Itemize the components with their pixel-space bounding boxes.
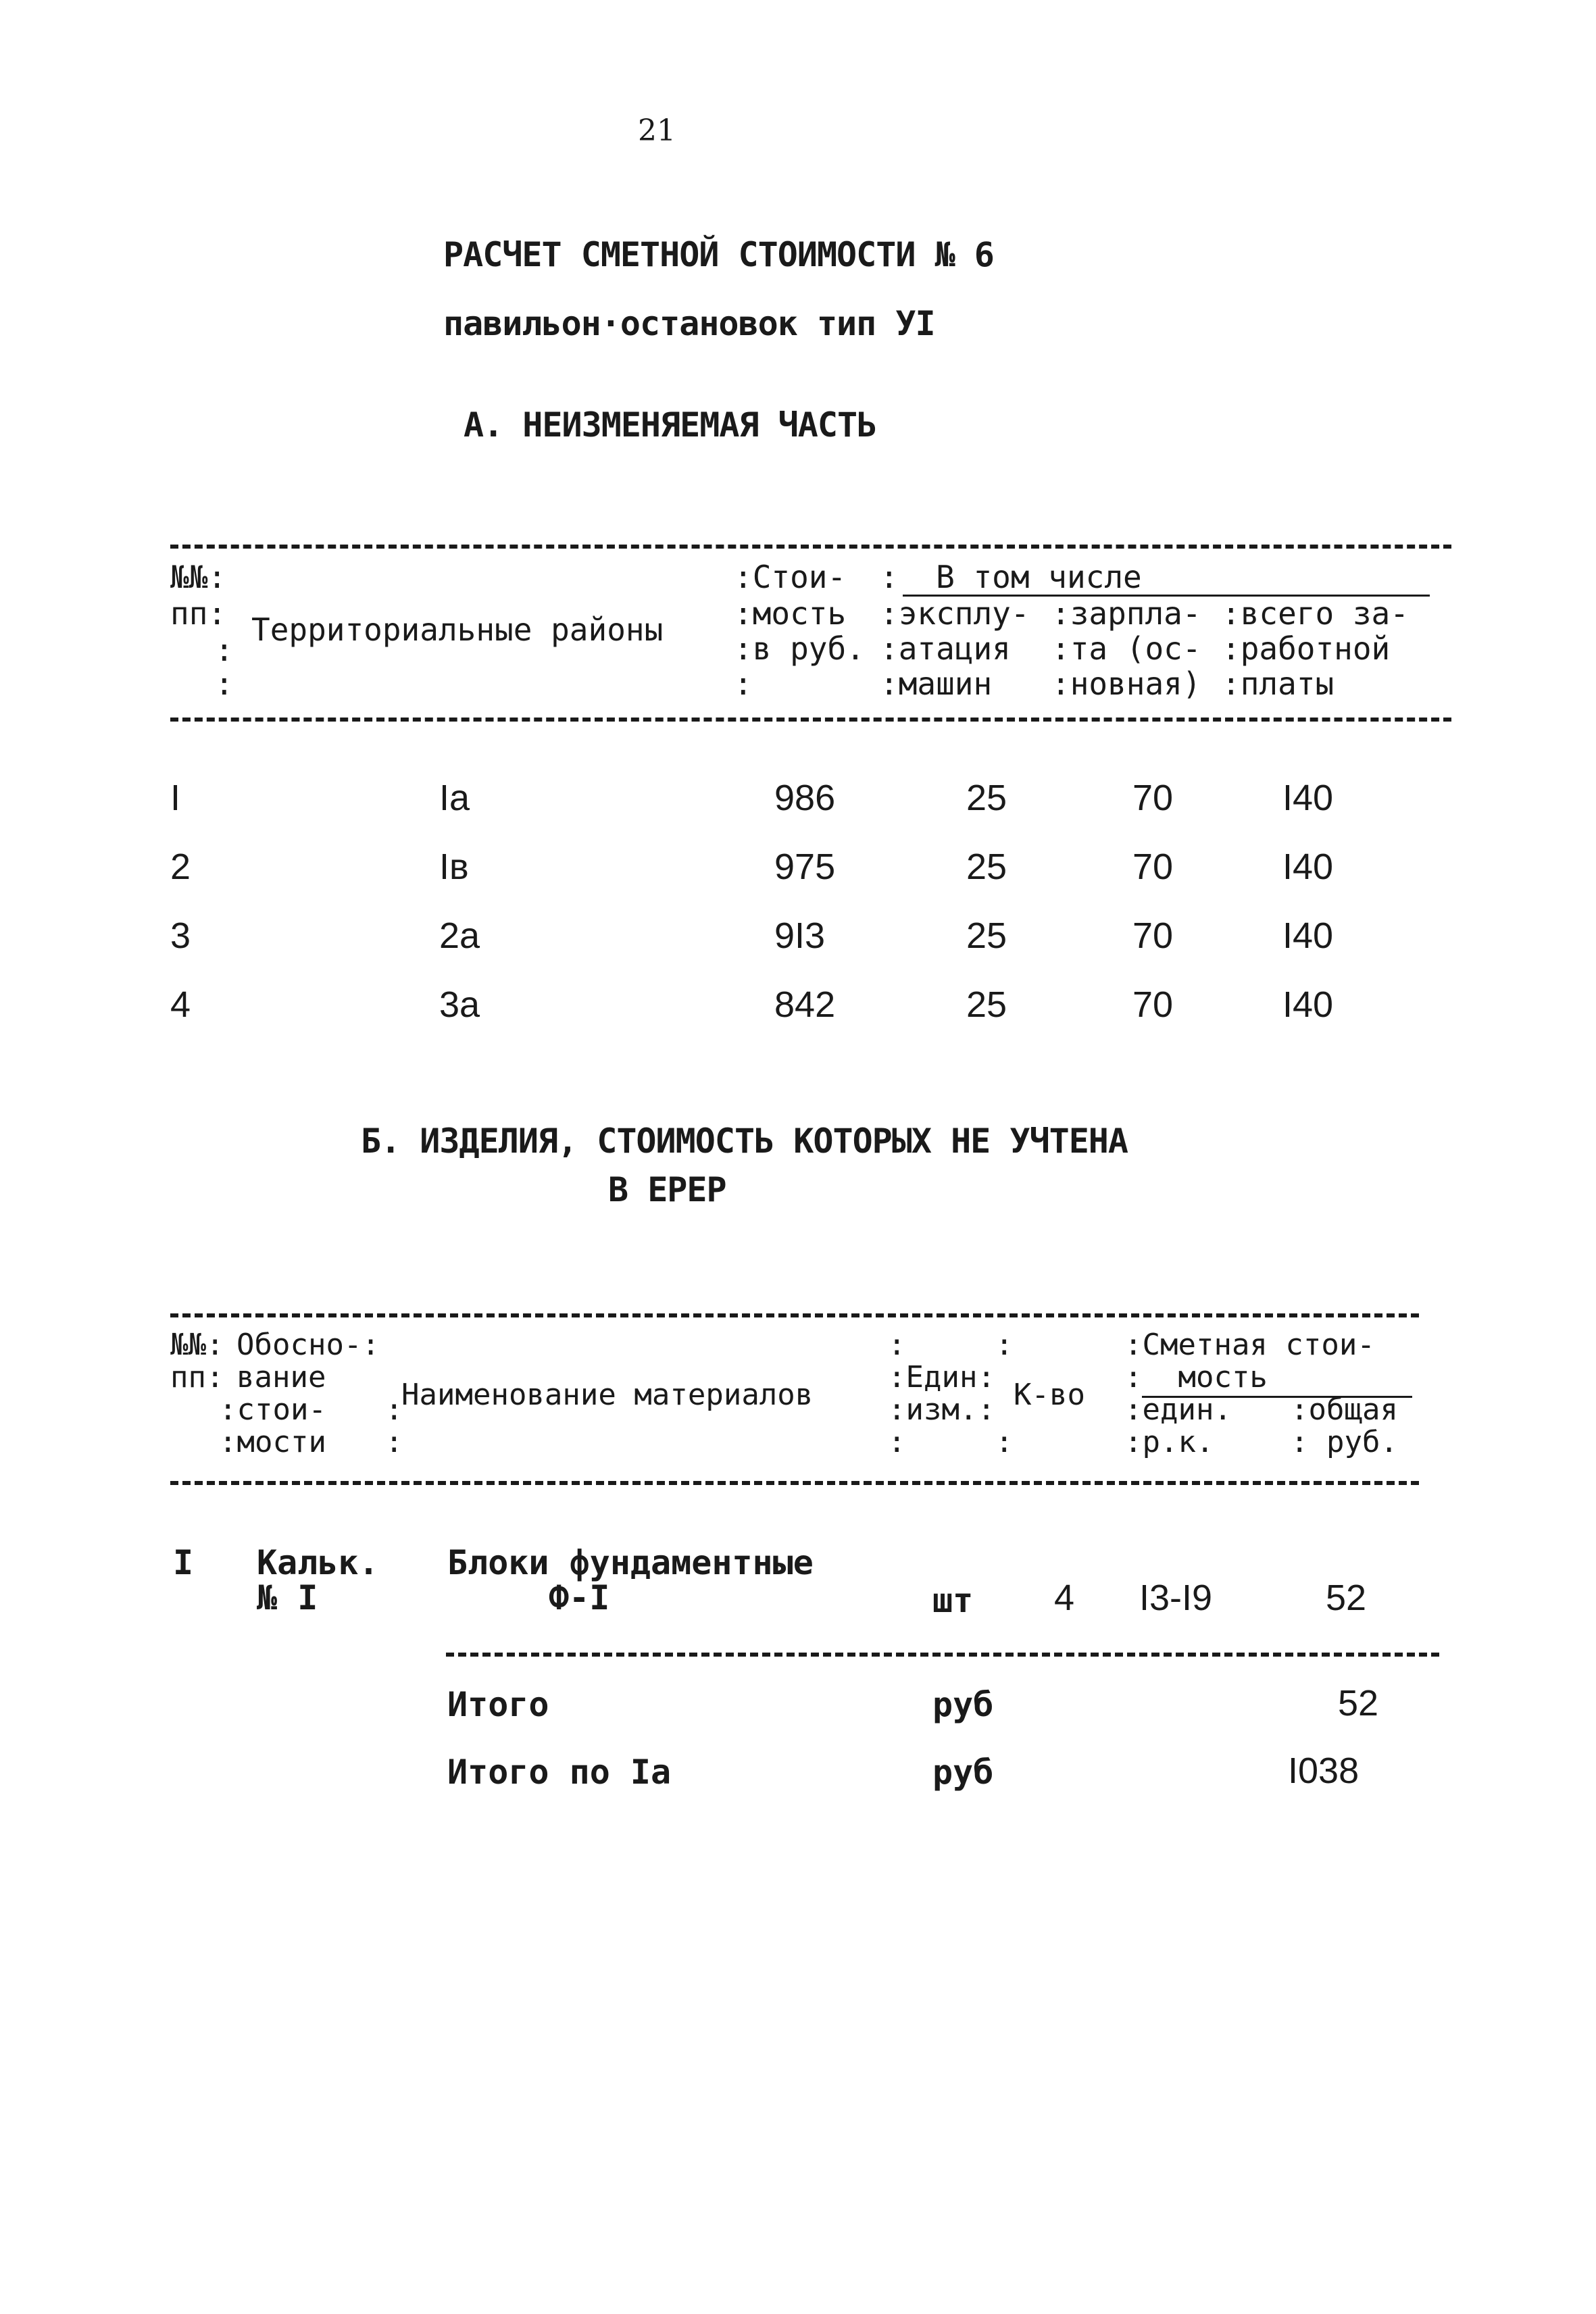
row-total: I40 — [1282, 984, 1334, 1025]
row-wage: 70 — [1132, 847, 1174, 887]
row-b-price: I3-I9 — [1139, 1578, 1213, 1618]
section-b-heading-2: В ЕРЕР — [608, 1170, 726, 1209]
row-total: I40 — [1282, 778, 1334, 818]
hdr-expl-3: :машин — [880, 665, 993, 702]
total-value: 52 — [1338, 1683, 1379, 1724]
row-district: 3а — [439, 984, 480, 1025]
hdr-b-num-2: пп: — [170, 1360, 224, 1394]
row-total: I40 — [1282, 915, 1334, 956]
hdr-b-basis-4: :мости — [219, 1425, 326, 1459]
row-cost: 975 — [774, 847, 836, 887]
hdr-b-colon-a: : — [385, 1392, 403, 1427]
table-b-top-rule — [170, 1313, 1419, 1317]
row-wage: 70 — [1132, 984, 1174, 1025]
row-expl: 25 — [966, 847, 1007, 887]
total-unit: руб — [932, 1685, 994, 1724]
table-a-header-rule — [170, 718, 1451, 722]
hdr-wage-2: :та (ос- — [1051, 630, 1201, 667]
row-num: 4 — [170, 984, 191, 1025]
hdr-num-2: пп: — [170, 595, 227, 632]
row-num: 3 — [170, 915, 191, 956]
table-b-row-rule — [446, 1653, 1439, 1657]
hdr-b-basis-3: :стои- — [219, 1392, 326, 1427]
table-a-top-rule — [170, 545, 1451, 549]
row-num: 2 — [170, 847, 191, 887]
document-title: РАСЧЕТ СМЕТНОЙ СТОИМОСТИ № 6 — [443, 235, 994, 274]
page-number: 21 — [638, 114, 676, 148]
row-cost: 842 — [774, 984, 836, 1025]
hdr-b-cost-title-2: : мость — [1124, 1360, 1268, 1394]
section-a-heading: А. НЕИЗМЕНЯЕМАЯ ЧАСТЬ — [464, 405, 877, 445]
hdr-b-name: Наименование материалов — [401, 1378, 814, 1412]
row-b-basis-1: Кальк. — [257, 1543, 379, 1582]
row-district: 2а — [439, 915, 480, 956]
hdr-total-3: :платы — [1222, 665, 1335, 702]
row-expl: 25 — [966, 915, 1007, 956]
row-wage: 70 — [1132, 778, 1174, 818]
row-expl: 25 — [966, 778, 1007, 818]
row-b-name-1: Блоки фундаментные — [447, 1543, 814, 1582]
row-b-name-2: Ф-I — [549, 1578, 610, 1617]
hdr-incl-title: : В том числе — [880, 559, 1142, 595]
hdr-b-unit-2: :изм.: — [888, 1392, 995, 1427]
hdr-b-colon-b: : — [385, 1425, 403, 1459]
total-label: Итого — [447, 1685, 549, 1724]
hdr-total-2: :работной — [1222, 630, 1391, 667]
row-district: Iв — [439, 847, 469, 887]
row-total: I40 — [1282, 847, 1334, 887]
hdr-cost-3: :в руб. — [734, 630, 865, 667]
hdr-cost-4: : — [734, 665, 753, 702]
hdr-num-3: : — [215, 632, 234, 668]
hdr-expl-1: :эксплу- — [880, 595, 1030, 632]
hdr-cost-2: :мость — [734, 595, 847, 632]
hdr-b-cost-total-2: : руб. — [1291, 1425, 1398, 1459]
row-b-qty: 4 — [1054, 1578, 1075, 1618]
hdr-b-qty: К-во — [1014, 1378, 1085, 1412]
row-cost: 9I3 — [774, 915, 826, 956]
hdr-b-basis-2: вание — [236, 1360, 326, 1394]
row-cost: 986 — [774, 778, 836, 818]
hdr-district: Территориальные районы — [251, 611, 664, 648]
hdr-b-unit-1: :Един: — [888, 1360, 995, 1394]
total-unit: руб — [932, 1753, 994, 1792]
hdr-wage-3: :новная) — [1051, 665, 1201, 702]
row-expl: 25 — [966, 984, 1007, 1025]
hdr-cost-1: :Стои- — [734, 559, 847, 595]
row-num: I — [170, 778, 181, 818]
hdr-wage-1: :зарпла- — [1051, 595, 1201, 632]
hdr-total-1: :всего за- — [1222, 595, 1409, 632]
section-b-heading-1: Б. ИЗДЕЛИЯ, СТОИМОСТЬ КОТОРЫХ НЕ УЧТЕНА — [361, 1122, 1128, 1161]
document-subtitle: павильон·остановок тип УI — [443, 304, 935, 343]
row-wage: 70 — [1132, 915, 1174, 956]
row-b-unit: шт — [932, 1581, 974, 1620]
table-b-header-rule — [170, 1481, 1419, 1485]
row-district: Iа — [439, 778, 470, 818]
hdr-num-4: : — [215, 665, 234, 702]
hdr-b-cost-unit-1: :един. — [1124, 1392, 1232, 1427]
hdr-b-cost-total-1: :общая — [1291, 1392, 1398, 1427]
hdr-b-cost-title-1: :Сметная стои- — [1124, 1328, 1375, 1362]
hdr-expl-2: :атация — [880, 630, 1011, 667]
row-b-total: 52 — [1326, 1578, 1367, 1618]
row-b-num: I — [173, 1543, 194, 1582]
hdr-num-1: №№: — [170, 559, 227, 595]
hdr-b-unit-colon-top: : : — [888, 1328, 1014, 1362]
total-value: I038 — [1288, 1751, 1360, 1791]
hdr-b-basis-1: Обосно-: — [236, 1328, 380, 1362]
hdr-b-unit-colon-bot: : : — [888, 1425, 1014, 1459]
hdr-b-num-1: №№: — [170, 1328, 224, 1362]
total-label: Итого по Iа — [447, 1753, 672, 1792]
hdr-b-cost-unit-2: :р.к. — [1124, 1425, 1214, 1459]
row-b-basis-2: № I — [257, 1578, 318, 1617]
